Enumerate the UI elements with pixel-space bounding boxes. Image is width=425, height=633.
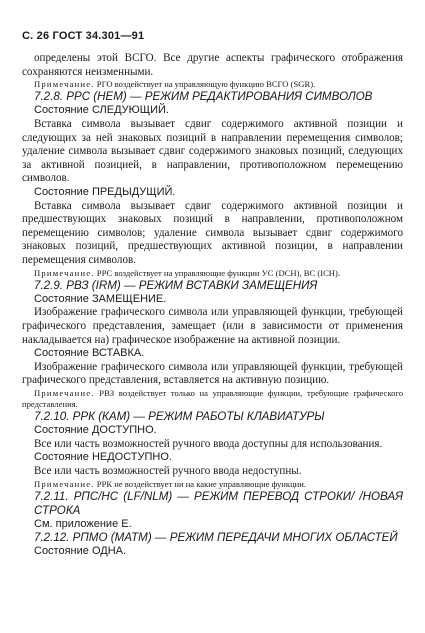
document-body [22, 52, 403, 559]
state-line: Состояние ОДНА. [34, 545, 127, 558]
section-heading: 7.2.9. РВЗ (IRM) — РЕЖИМ ВСТАВКИ ЗАМЕЩЕНИЯ [34, 278, 318, 292]
paragraph: Изображение графического символа или управляющей функции, требующей графического представления, вставляется на активную позицию. [22, 360, 403, 387]
note-text: РРС воздействует на управляющие функции УС (DCH), ВС (ICH). [94, 267, 341, 278]
paragraph: Вставка символа вызывает сдвиг содержимого активной позиции и следующих за ней знаковых позиций в направлении перемещения символов; удаление символа вызывает сдвиг содержимого знаковых позиций, следующих за активной позицией, в направлении, противоположном перемещению символов. [22, 117, 403, 185]
note-label: Примечание. [34, 478, 95, 489]
note-text: РГО воздействует на управляющую функцию ВСГО (SGR). [94, 79, 316, 90]
note [22, 268, 403, 279]
state-line: Состояние ПРЕДЫДУЩИЙ. [34, 185, 176, 198]
section-heading: 7.2.12. РПМО (MATM) — РЕЖИМ ПЕРЕДАЧИ МНОГИХ ОБЛАСТЕЙ [34, 531, 398, 545]
paragraph: Вставка символа вызывает сдвиг содержимого активной позиции и предшествующих знаковых позиций в направлении, противоположном перемещению символов; удаление символа вызывает сдвиг содержимого знаковых позиций, предшествующих активной позиции, в направлении перемещения символов. [22, 199, 403, 266]
note [22, 388, 403, 410]
state-line: Состояние НЕДОСТУПНО. [34, 451, 172, 464]
state-line: Состояние ЗАМЕЩЕНИЕ. [34, 292, 167, 305]
state-line: Состояние ВСТАВКА. [34, 347, 145, 360]
state-line: См. приложение Е. [34, 517, 132, 530]
page-header: С. 26 ГОСТ 34.301—91 [22, 30, 145, 42]
note-label: Примечание. [34, 267, 95, 278]
state-line: Состояние ДОСТУПНО. [34, 424, 157, 437]
paragraph: определены этой ВСГО. Все другие аспекты графического отображения сохраняются неизменными. [22, 52, 403, 78]
section-heading: 7.2.10. РРК (КАМ) — РЕЖИМ РАБОТЫ КЛАВИАТУРЫ [34, 410, 325, 424]
note-text: РРК не воздействует ни на какие управляющие функции. [94, 478, 307, 489]
section-heading: 7.2.8. РРС (НЕМ) — РЕЖИМ РЕДАКТИРОВАНИЯ СИМВОЛОВ [34, 90, 373, 104]
note [22, 479, 403, 490]
state-line: Состояние СЛЕДУЮЩИЙ. [34, 104, 169, 117]
note-label: Примечание. [34, 79, 95, 90]
note-label: Примечание. [34, 387, 95, 398]
note-text: РВЗ воздействует только на управляющие функции, требующие графического представления. [22, 387, 403, 410]
note [22, 79, 403, 90]
paragraph: Изображение графического символа или управляющей функции, требующей графического представления, замещает (или в зависимости от применения накладывается на) графическое изображение на активной позиции. [22, 306, 403, 346]
paragraph: Все или часть возможностей ручного ввода недоступны. [34, 465, 302, 478]
section-heading: 7.2.11. РПС/НС (LF/NLM) — РЕЖИМ ПЕРЕВОД СТРОКИ/ /НОВАЯ СТРОКА [34, 489, 403, 517]
paragraph: Все или часть возможностей ручного ввода доступны для использования. [34, 437, 383, 450]
